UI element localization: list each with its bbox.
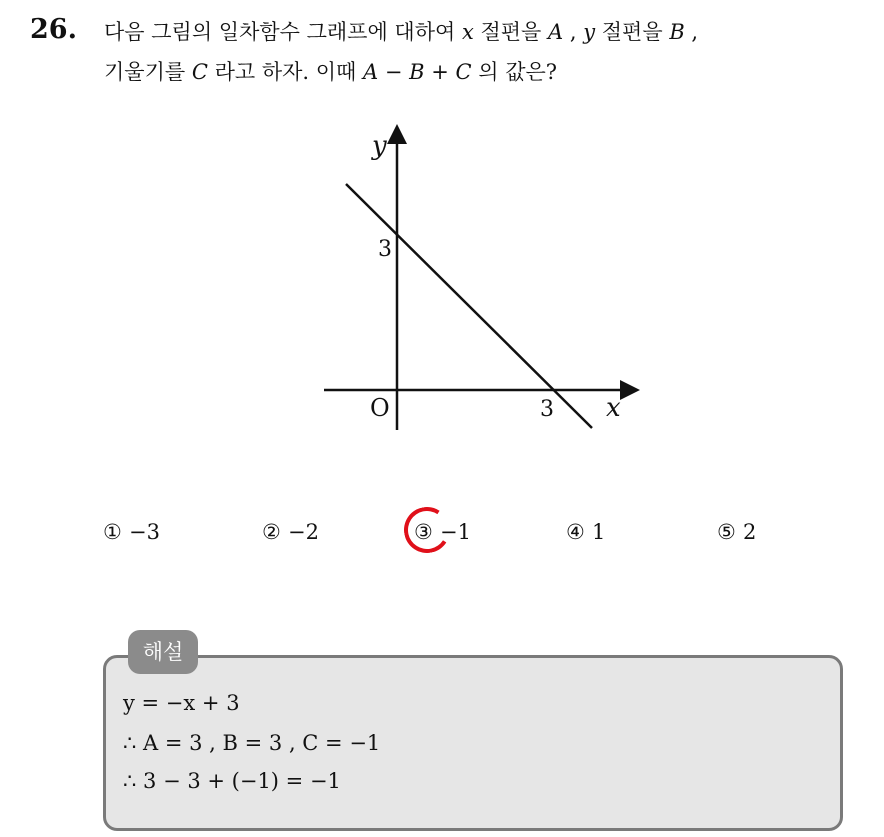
- question-number: 26.: [30, 14, 77, 45]
- solution-line-2: ∴ A = 3 , B = 3 , C = −1: [123, 731, 381, 755]
- x-axis-label: x: [606, 393, 621, 423]
- question-text: 기울기를: [104, 60, 192, 84]
- choice-value: −1: [440, 520, 471, 544]
- y-intercept-label: 3: [378, 237, 392, 262]
- question-text: 라고 하자. 이때: [207, 60, 363, 84]
- x-intercept-label: 3: [540, 397, 554, 422]
- choice-value: 1: [592, 520, 606, 544]
- solution-tag: 해설: [128, 630, 198, 674]
- choice-value: 2: [743, 520, 757, 544]
- choice-marker: ⑤: [717, 520, 736, 544]
- question-text-line-2: [104, 56, 557, 86]
- function-line: [346, 184, 592, 428]
- solution-line-1: y = −x + 3: [123, 691, 240, 715]
- choice-4[interactable]: [566, 520, 605, 544]
- variable-A: A: [548, 20, 564, 44]
- choice-marker: ④: [566, 520, 585, 544]
- linear-function-graph: [300, 110, 660, 450]
- choice-2[interactable]: [262, 520, 319, 544]
- question-text: 의 값은?: [471, 60, 558, 84]
- variable-B: B: [669, 20, 685, 44]
- choice-1[interactable]: [103, 520, 160, 544]
- variable-x: x: [461, 20, 474, 44]
- origin-label: O: [370, 394, 390, 422]
- question-text: 절편을: [595, 20, 670, 44]
- choice-marker: ③: [414, 520, 433, 544]
- variable-C: C: [191, 60, 208, 84]
- choice-value: −3: [129, 520, 160, 544]
- choice-value: −2: [288, 520, 319, 544]
- choice-marker: ②: [262, 520, 281, 544]
- y-axis-label: y: [372, 131, 387, 161]
- question-text: ,: [684, 20, 699, 44]
- variable-y: y: [583, 20, 596, 44]
- question-text: 다음 그림의 일차함수 그래프에 대하여: [104, 20, 462, 44]
- question-text-line-1: [104, 16, 698, 46]
- expression: A − B + C: [363, 60, 472, 84]
- solution-line-3: ∴ 3 − 3 + (−1) = −1: [123, 769, 341, 793]
- choice-5[interactable]: [717, 520, 756, 544]
- question-text: 절편을: [473, 20, 549, 44]
- choice-marker: ①: [103, 520, 122, 544]
- question-text: ,: [563, 20, 584, 44]
